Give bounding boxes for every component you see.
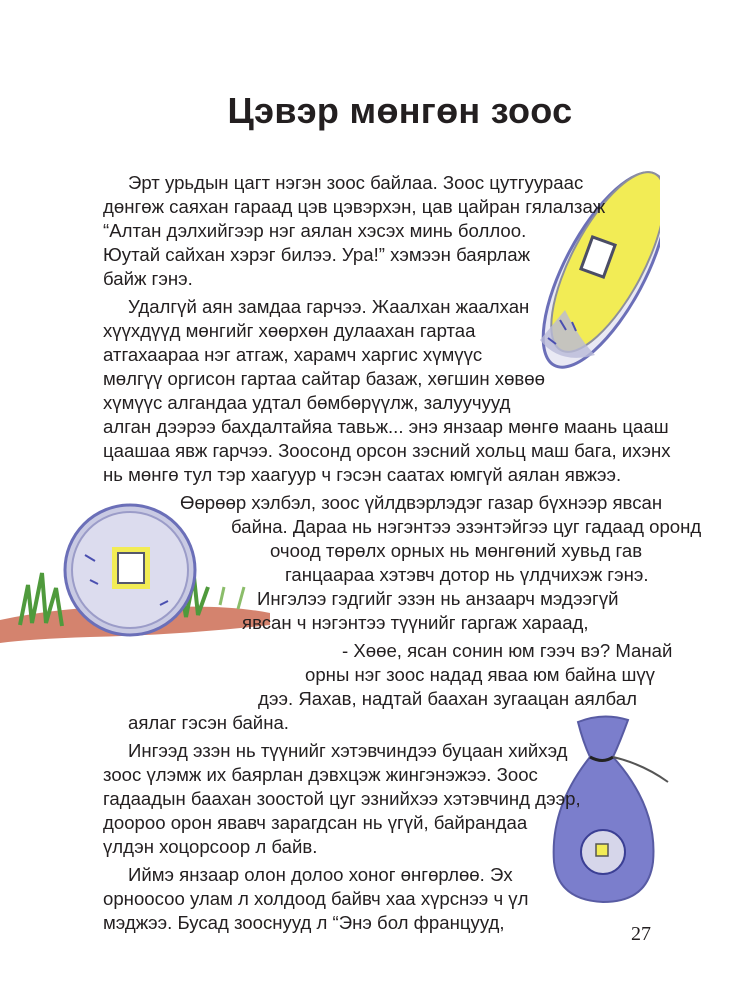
text-line: үлдэн хоцорсоор л байв. — [103, 836, 318, 857]
text-line: Удалгүй аян замдаа гарчээ. Жаалхан жаалхан — [128, 296, 530, 317]
text-line: хүмүүс алгандаа удтал бөмбөрүүлж, залуучууд — [103, 392, 511, 413]
text-line: цаашаа явж гарчээ. Зоосонд орсон зэсний хольц маш бага, ихэнх — [103, 440, 671, 461]
text-line: орноосоо улам л холдоод байвч хаа хүрснээ ч үл — [103, 888, 529, 909]
text-line: гадаадын баахан зоостой цуг эзнийхээ хэтэвчинд дээр, — [103, 788, 581, 809]
text-line: зоос үлэмж их баярлан дэвхцэж жингэнэжээ. Зоос — [103, 764, 538, 785]
text-line: дөнгөж саяхан гараад цэв цэвэрхэн, цав цайран гялалзаж — [103, 196, 606, 217]
text-line: нь мөнгө тул тэр хаагуур ч гэсэн саатах юмгүй аялан явжээ. — [103, 464, 622, 485]
text-line: байж гэнэ. — [103, 268, 193, 289]
pouch-illustration — [548, 712, 688, 912]
text-line: Ингэлээ гэдгийг эзэн нь анзаарч мэдээгүй — [257, 588, 619, 609]
text-line: байна. Дараа нь нэгэнтээ эзэнтэйгээ цуг гадаад оронд — [231, 516, 702, 537]
text-line: мөлгүү оргисон гартаа сайтар базаж, хөгшин хөвөө — [103, 368, 545, 389]
text-line: Ингээд эзэн нь түүнийг хэтэвчиндээ буцаан хийхэд — [128, 740, 568, 761]
text-line: Иймэ янзаар олон долоо хоног өнгөрлөө. Эх — [128, 864, 513, 885]
page-number: 27 — [631, 923, 651, 945]
text-line: Эрт урьдын цагт нэгэн зоос байлаа. Зоос цутгуураас — [128, 172, 584, 193]
text-line: аялаг гэсэн байна. — [128, 712, 289, 733]
text-line: хүүхдүүд мөнгийг хөөрхөн дулаахан гартаа — [103, 320, 476, 341]
text-line: Юутай сайхан хэрэг билээ. Ура!” хэмээн баярлаж — [103, 244, 531, 265]
text-line: алган дээрээ бахдалтайяа тавьж... энэ янзаар мөнгө маань цааш — [103, 416, 669, 437]
text-line: атгахаараа нэг атгаж, харамч харгис хүмүүс — [103, 344, 483, 365]
text-line: дээ. Яахав, надтай баахан зугаацан аялбал — [258, 688, 637, 709]
text-line: доороо орон явавч зарагдсан нь үгүй, байрандаа — [103, 812, 528, 833]
text-line: очоод төрөлх орных нь мөнгөний хувьд гав — [270, 540, 643, 561]
silver-coin-icon — [65, 505, 195, 635]
text-line: “Алтан дэлхийгээр нэг аялан хэсэх минь боллоо. — [103, 220, 527, 241]
text-line: ганцаараа хэтэвч дотор нь үлдчихэж гэнэ. — [285, 564, 649, 585]
text-line: Өөрөөр хэлбэл, зоос үйлдвэрлэдэг газар бүхнээр явсан — [180, 492, 663, 513]
text-line: орны нэг зоос надад яваа юм байна шүү — [305, 664, 655, 685]
page-title: Цэвэр мөнгөн зоос — [227, 90, 573, 131]
text-line: мэджээ. Бусад зооснууд л “Энэ бол францууд, — [103, 912, 505, 933]
text-line: - Хөөе, ясан сонин юм гээч вэ? Манай — [342, 640, 673, 661]
text-line: явсан ч нэгэнтээ түүнийг гаргаж хараад, — [242, 612, 589, 633]
